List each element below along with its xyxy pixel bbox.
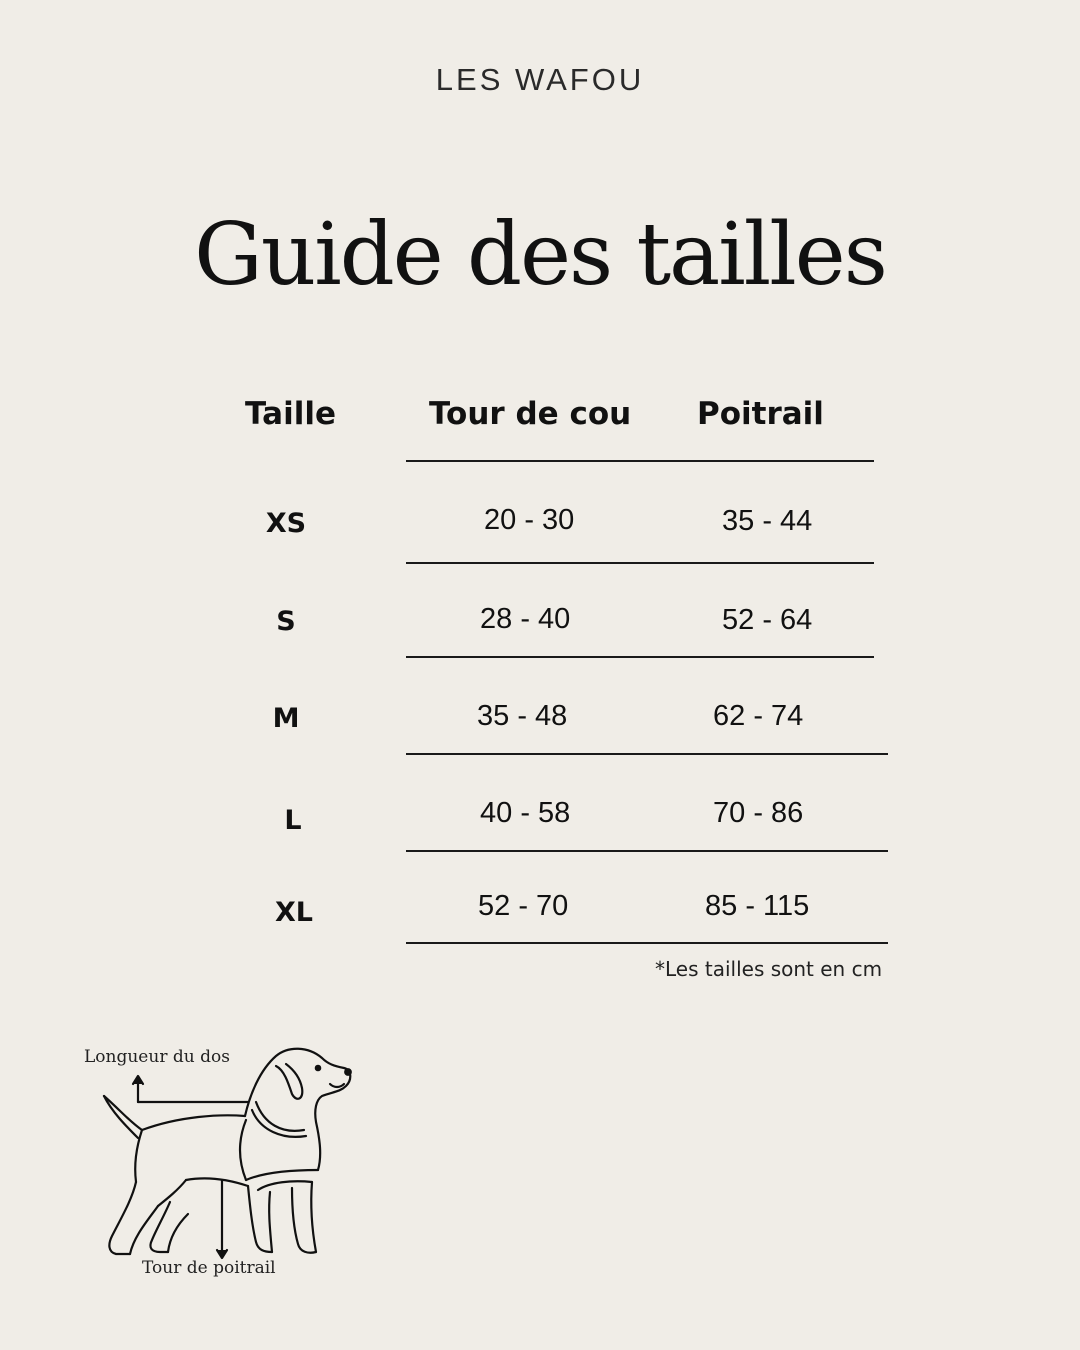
chest-value: 52 - 64 bbox=[722, 604, 813, 636]
size-label: L bbox=[284, 805, 302, 836]
row-divider bbox=[406, 656, 874, 658]
header-neck: Tour de cou bbox=[429, 396, 632, 432]
chest-girth-label: Tour de poitrail bbox=[142, 1258, 276, 1278]
size-label: XL bbox=[274, 897, 314, 928]
neck-value: 40 - 58 bbox=[480, 797, 571, 829]
neck-value: 28 - 40 bbox=[480, 603, 571, 635]
header-chest: Poitrail bbox=[697, 396, 824, 432]
chest-value: 35 - 44 bbox=[722, 505, 813, 537]
brand-logo: LES WAFOU bbox=[435, 62, 645, 97]
chest-value: 85 - 115 bbox=[705, 890, 810, 922]
back-length-label: Longueur du dos bbox=[84, 1047, 230, 1067]
size-label: M bbox=[272, 703, 300, 734]
size-label: XS bbox=[265, 508, 307, 539]
row-divider bbox=[406, 850, 888, 852]
row-divider bbox=[406, 753, 888, 755]
header-size: Taille bbox=[245, 396, 336, 432]
neck-value: 35 - 48 bbox=[477, 700, 568, 732]
row-divider bbox=[406, 942, 888, 944]
neck-value: 52 - 70 bbox=[478, 890, 569, 922]
chest-value: 62 - 74 bbox=[713, 700, 804, 732]
dog-outline-icon bbox=[60, 1030, 390, 1300]
neck-value: 20 - 30 bbox=[484, 504, 575, 536]
units-note: *Les tailles sont en cm bbox=[655, 957, 883, 981]
page-title: Guide des tailles bbox=[194, 205, 886, 305]
size-label: S bbox=[276, 606, 296, 637]
header-divider bbox=[406, 460, 874, 462]
row-divider bbox=[406, 562, 874, 564]
chest-value: 70 - 86 bbox=[713, 797, 804, 829]
